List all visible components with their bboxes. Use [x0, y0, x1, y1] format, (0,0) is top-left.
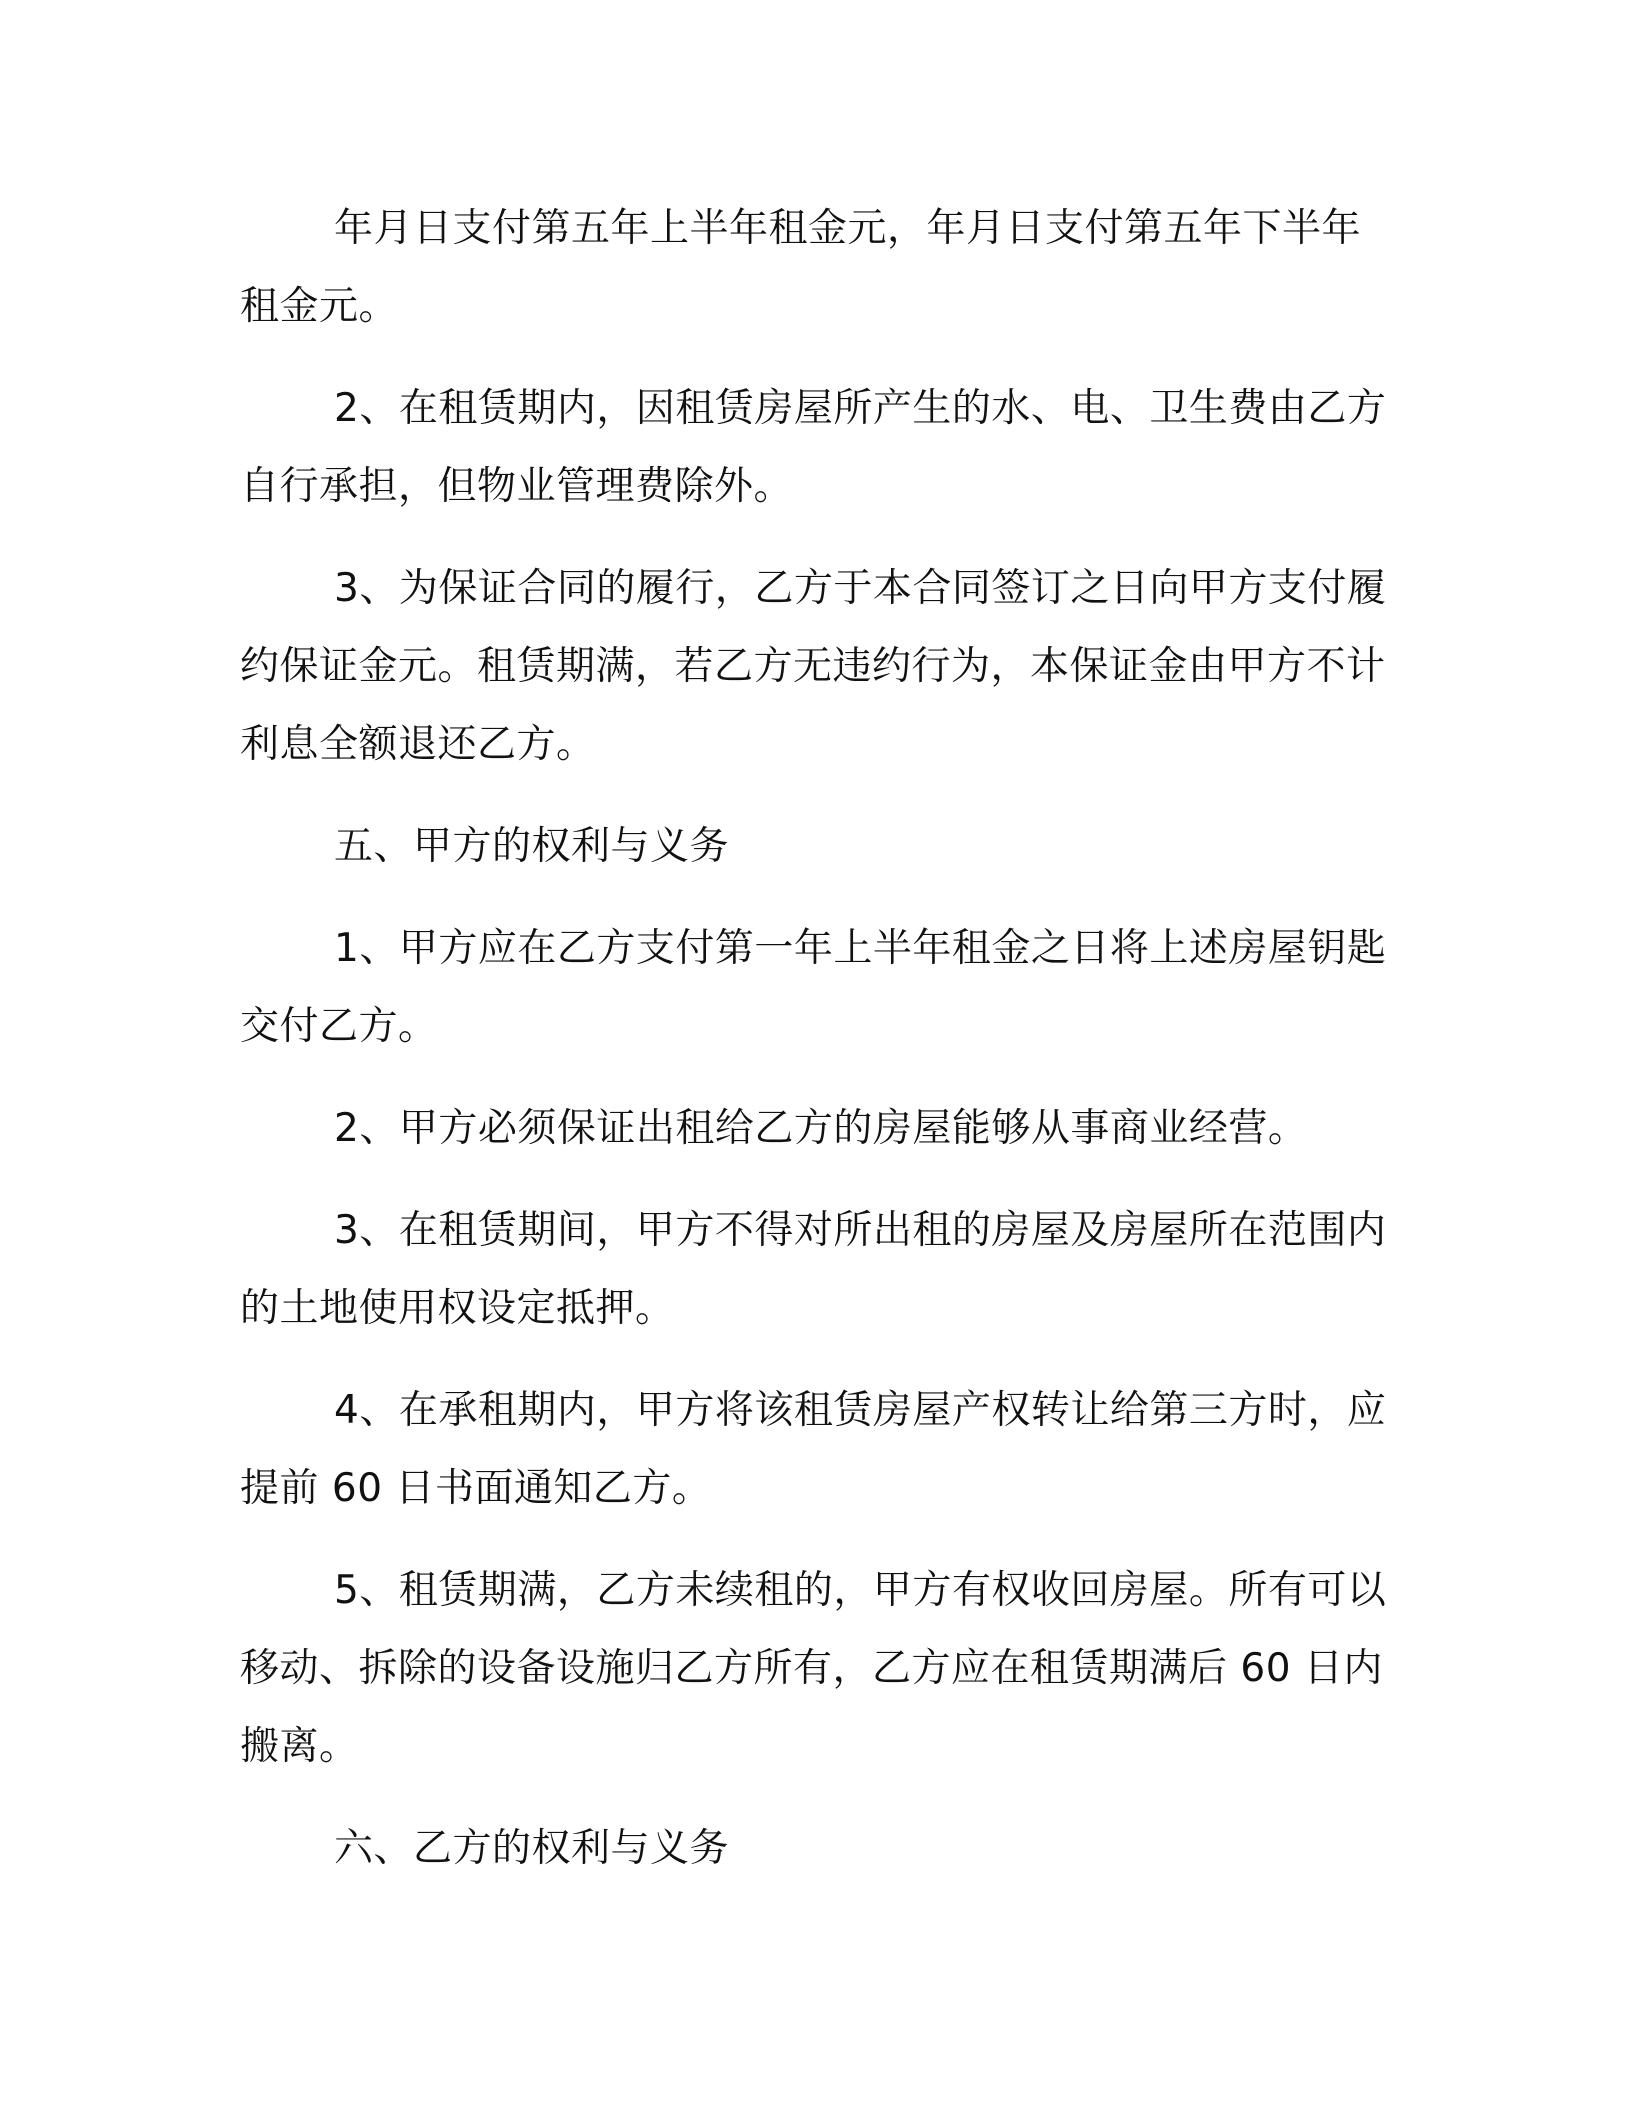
- document-body: [240, 190, 1400, 1912]
- paragraph-lessor-3-mortgage: 3、在租赁期间，甲方不得对所出租的房屋及房屋所在范围内的土地使用权设定抵押。: [240, 1208, 1387, 1331]
- paragraph-lessor-5-expiry: 5、租赁期满，乙方未续租的，甲方有权收回房屋。所有可以移动、拆除的设备设施归乙方所有，乙方应在租赁期满后 60 日内搬离。: [240, 1568, 1387, 1769]
- section-heading-lessor-rights: 五、甲方的权利与义务: [334, 824, 730, 869]
- paragraph-clause-2-utilities: 2、在租赁期内，因租赁房屋所产生的水、电、卫生费由乙方自行承担，但物业管理费除外。: [240, 386, 1387, 509]
- paragraph-lessor-2-commercial: 2、甲方必须保证出租给乙方的房屋能够从事商业经营。: [334, 1106, 1308, 1151]
- paragraph-rent-schedule: 年月日支付第五年上半年租金元，年月日支付第五年下半年租金元。: [240, 206, 1362, 329]
- paragraph-clause-3-deposit: 3、为保证合同的履行，乙方于本合同签订之日向甲方支付履约保证金元。租赁期满，若乙方无违约行为，本保证金由甲方不计利息全额退还乙方。: [240, 566, 1387, 767]
- paragraph-lessor-1-keys: 1、甲方应在乙方支付第一年上半年租金之日将上述房屋钥匙交付乙方。: [240, 926, 1387, 1049]
- paragraph-lessor-4-transfer: 4、在承租期内，甲方将该租赁房屋产权转让给第三方时，应提前 60 日书面通知乙方。: [240, 1388, 1387, 1511]
- section-heading-lessee-rights: 六、乙方的权利与义务: [334, 1826, 730, 1871]
